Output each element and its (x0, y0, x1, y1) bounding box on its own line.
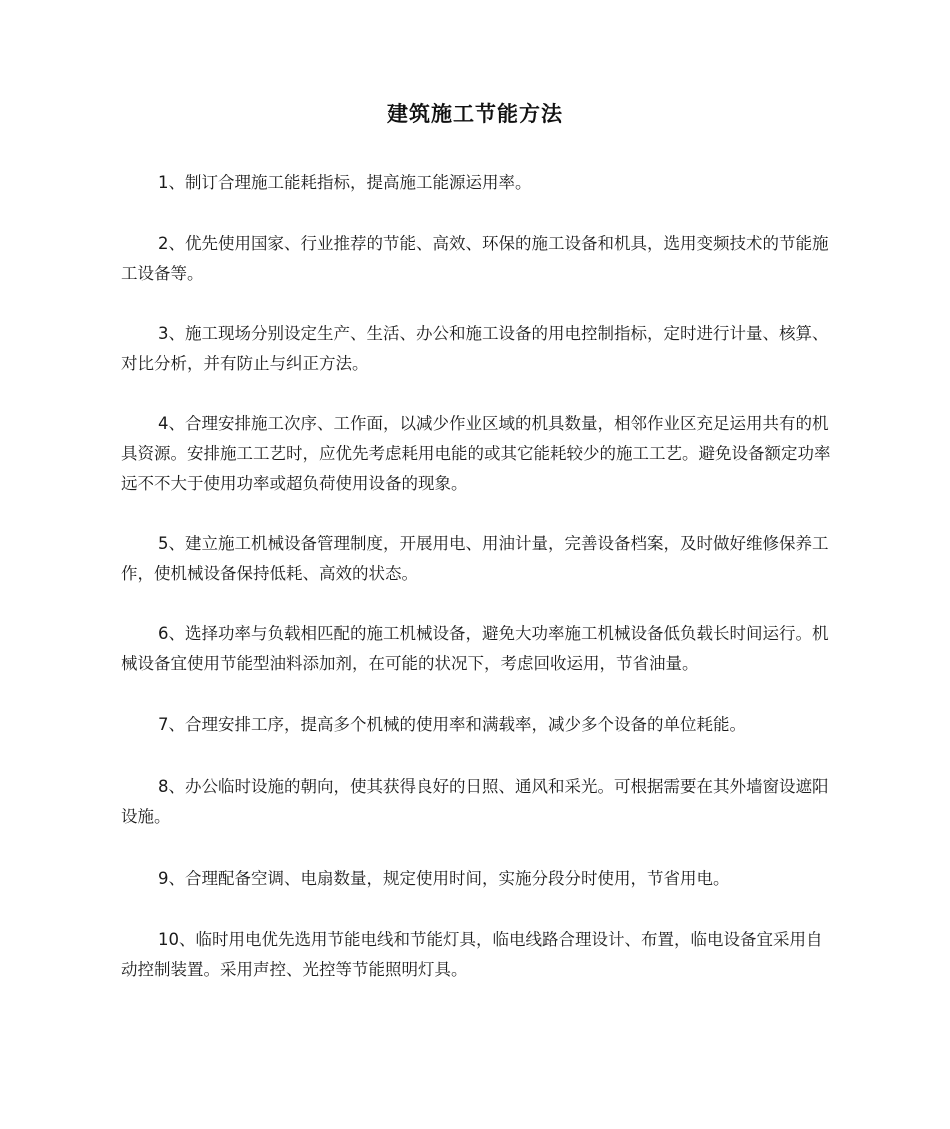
paragraph-1: 1、制订合理施工能耗指标，提高施工能源运用率。 (158, 173, 532, 192)
paragraph-4: 4、合理安排施工次序、工作面，以减少作业区域的机具数量，相邻作业区充足运用共有的机具资源。安排施工工艺时，应优先考虑耗用电能的或其它能耗较少的施工工艺。避免设备额定功率远不不大于使用功率或超负荷使用设备的现象。 (121, 414, 831, 493)
paragraph-9: 9、合理配备空调、电扇数量，规定使用时间，实施分段分时使用，节省用电。 (158, 869, 730, 888)
paragraph-7: 7、合理安排工序，提高多个机械的使用率和满载率，减少多个设备的单位耗能。 (158, 715, 746, 734)
paragraph-6: 6、选择功率与负载相匹配的施工机械设备，避免大功率施工机械设备低负载长时间运行。机械设备宜使用节能型油料添加剂，在可能的状况下，考虑回收运用，节省油量。 (121, 624, 829, 673)
document-title: 建筑施工节能方法 (387, 102, 563, 126)
paragraph-5: 5、建立施工机械设备管理制度，开展用电、用油计量，完善设备档案，及时做好维修保养工作，使机械设备保持低耗、高效的状态。 (121, 534, 829, 583)
paragraph-10: 10、临时用电优先选用节能电线和节能灯具，临电线路合理设计、布置，临电设备宜采用自动控制装置。采用声控、光控等节能照明灯具。 (121, 930, 823, 979)
paragraph-2: 2、优先使用国家、行业推荐的节能、高效、环保的施工设备和机具，选用变频技术的节能施工设备等。 (121, 234, 829, 283)
paragraph-3: 3、施工现场分别设定生产、生活、办公和施工设备的用电控制指标，定时进行计量、核算、对比分析，并有防止与纠正方法。 (121, 324, 829, 373)
paragraph-8: 8、办公临时设施的朝向，使其获得良好的日照、通风和采光。可根据需要在其外墙窗设遮阳设施。 (121, 777, 829, 826)
